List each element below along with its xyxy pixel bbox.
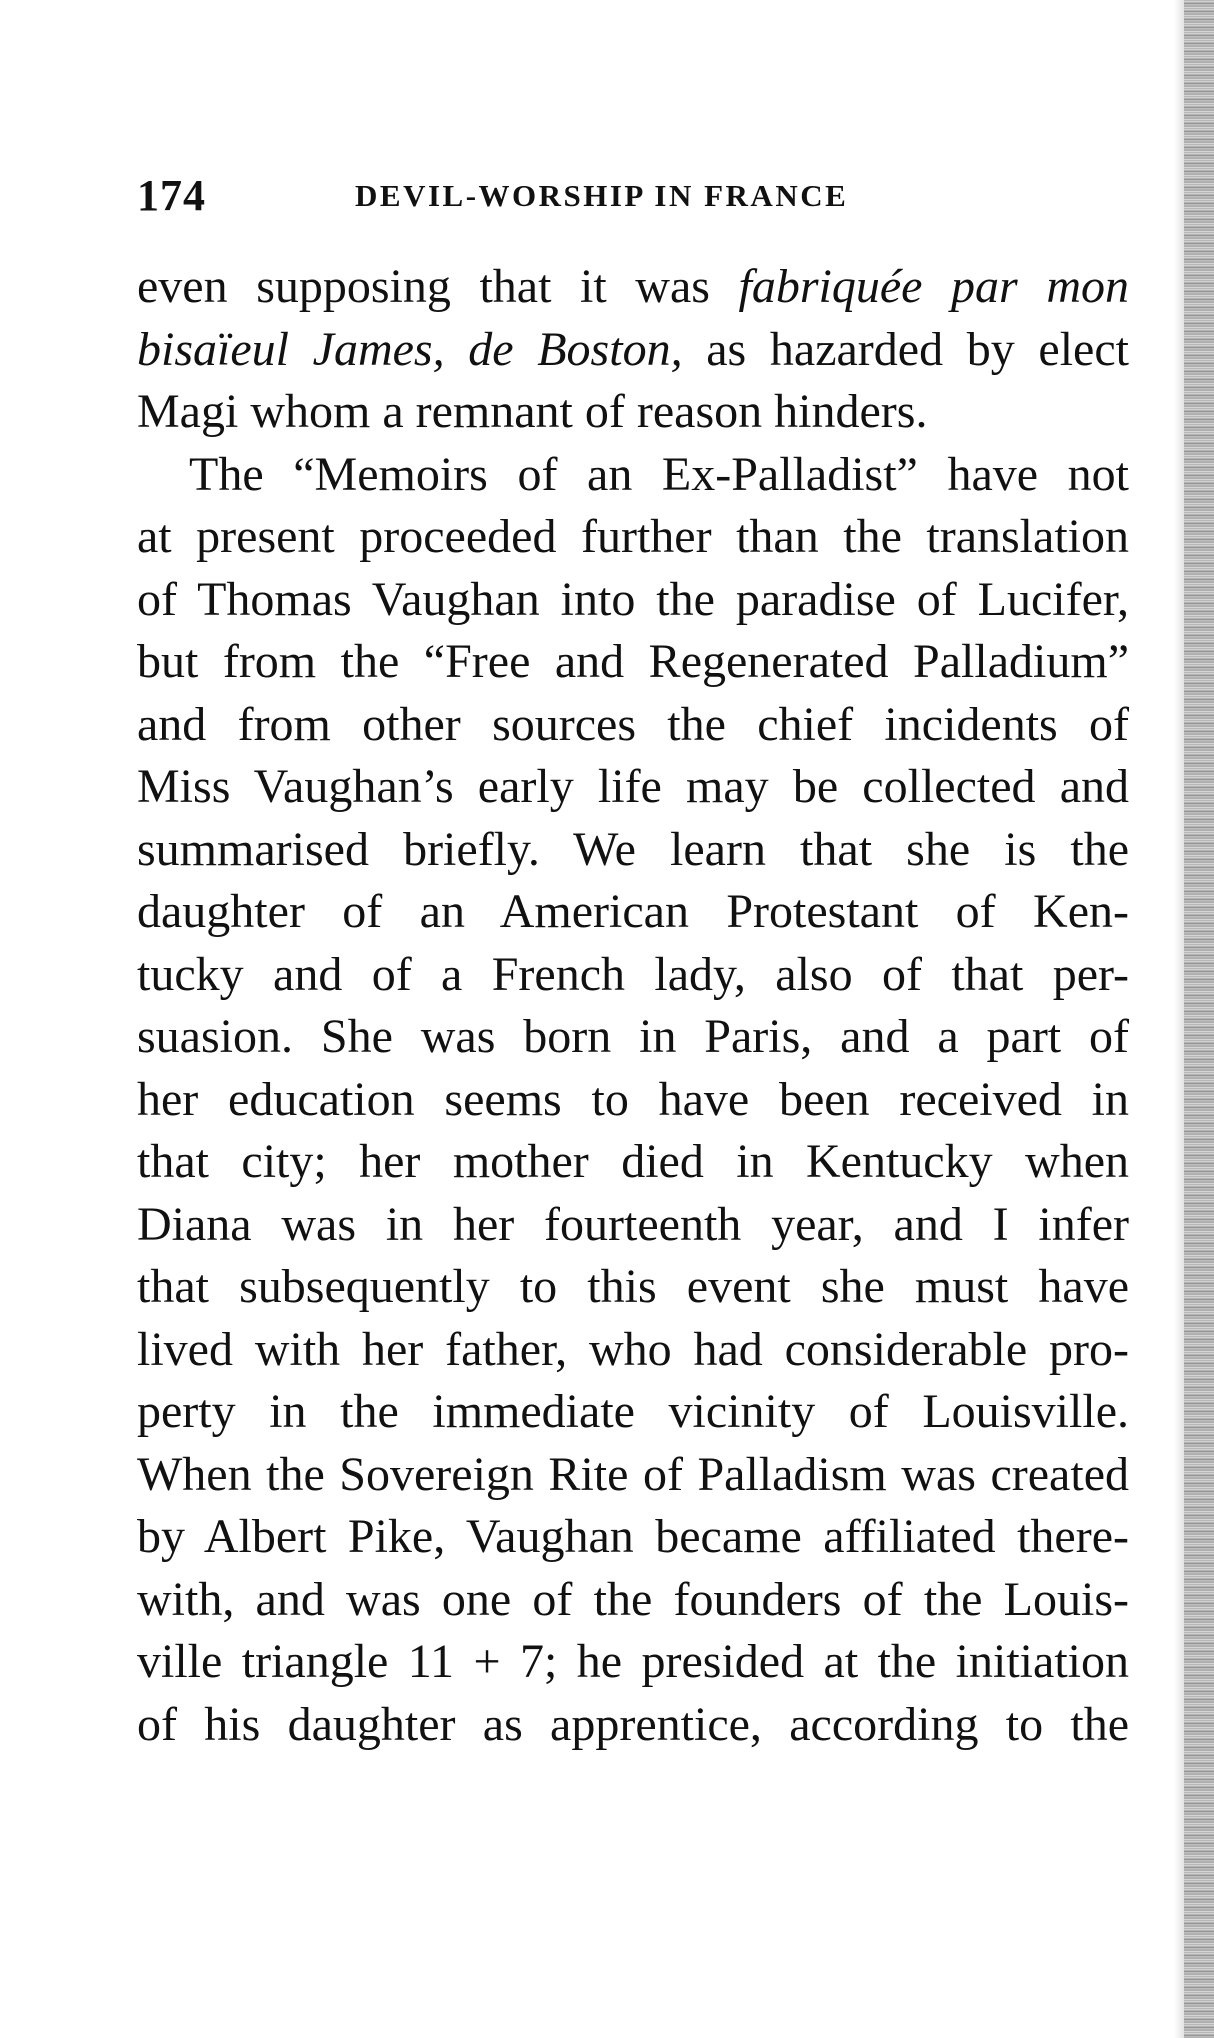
running-head: DEVIL-WORSHIP IN FRANCE [355, 178, 849, 213]
text-line: Magi whom a remnant of reason hinders. [137, 385, 928, 438]
italic-fragment: fabriquée par mon [738, 260, 1129, 313]
text-line: that subsequently to this event she must have [137, 1260, 1129, 1313]
text-line: at present proceeded further than the translation [137, 510, 1129, 563]
text-line: lived with her father, who had considerable pro- [137, 1322, 1129, 1376]
text-line: by Albert Pike, Vaughan became affiliated there- [137, 1510, 1129, 1563]
text-line [137, 256, 1129, 319]
text-line: and from other sources the chief incidents of [137, 697, 1129, 751]
text-line: summarised briefly. We learn that she is the [137, 822, 1129, 876]
text-line: Diana was in her fourteenth year, and I infer [137, 1197, 1129, 1251]
text-line: When the Sovereign Rite of Palladism was created [137, 1447, 1129, 1501]
text-line: of Thomas Vaughan into the paradise of Lucifer, [137, 572, 1129, 626]
page-header [137, 170, 1127, 230]
text-line: Miss Vaughan’s early life may be collected and [137, 760, 1129, 813]
text-line: The “Memoirs of an Ex-Palladist” have not [189, 447, 1129, 501]
scan-gutter-edge [1184, 0, 1214, 2038]
text-line: her education seems to have been received in [137, 1072, 1129, 1126]
page-number: 174 [137, 171, 206, 220]
text-line: suasion. She was born in Paris, and a part of [137, 1010, 1129, 1063]
text-line: daughter of an American Protestant of Ken- [137, 885, 1129, 938]
scan-gutter-fade [1174, 0, 1184, 2038]
text-line: tucky and of a French lady, also of that per- [137, 947, 1129, 1001]
text-line: perty in the immediate vicinity of Louisville. [137, 1385, 1129, 1438]
text-fragment: as hazarded by elect [682, 322, 1129, 376]
body-text [137, 256, 1129, 1756]
text-line: that city; her mother died in Kentucky when [137, 1135, 1129, 1188]
text-line: of his daughter as apprentice, according to the [137, 1697, 1129, 1751]
italic-fragment: bisaïeul James, de Boston, [137, 322, 683, 376]
text-line: but from the “Free and Regenerated Palladium” [137, 635, 1129, 688]
text-line: ville triangle 11 + 7; he presided at the initiation [137, 1635, 1129, 1688]
text-line [137, 319, 1129, 382]
text-fragment: even supposing that it was [137, 260, 739, 313]
text-line: with, and was one of the founders of the Louis- [137, 1572, 1129, 1626]
